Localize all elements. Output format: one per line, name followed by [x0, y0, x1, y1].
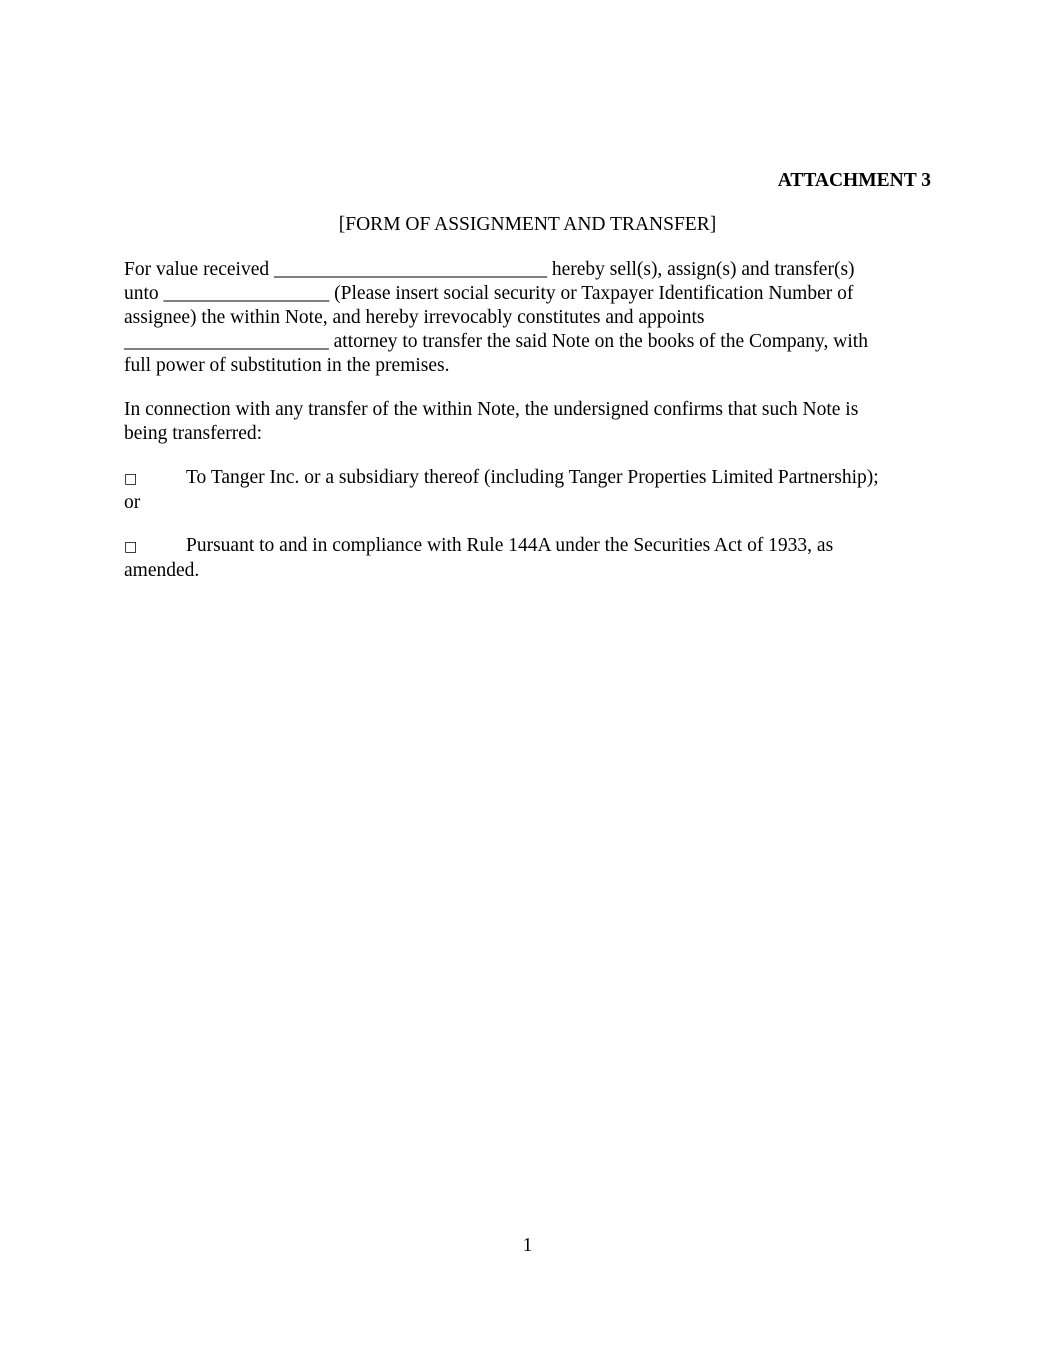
checkbox-icon[interactable]: □	[124, 471, 138, 487]
option-text: To Tanger Inc. or a subsidiary thereof (including Tanger Properties Limited Partnership);	[186, 467, 879, 488]
option-rule-144a	[124, 534, 934, 583]
page-number: 1	[522, 1235, 533, 1256]
option-subsidiary	[124, 466, 934, 515]
option-text-continued: or	[124, 492, 141, 513]
assignment-line: For value received ____________________________ hereby sell(s), assign(s) and transfer(s)	[124, 259, 855, 280]
assignment-line: unto _________________ (Please insert social security or Taxpayer Identification Number of	[124, 283, 854, 304]
transfer-line: In connection with any transfer of the within Note, the undersigned confirms that such Note is	[124, 399, 859, 420]
assignment-paragraph	[124, 258, 934, 378]
assignment-line: full power of substitution in the premises.	[124, 355, 450, 376]
option-text-continued: amended.	[124, 560, 200, 581]
assignment-line: _____________________ attorney to transfer the said Note on the books of the Company, with	[124, 331, 868, 352]
option-text: Pursuant to and in compliance with Rule 144A under the Securities Act of 1933, as	[186, 535, 834, 556]
form-title: [FORM OF ASSIGNMENT AND TRANSFER]	[338, 214, 717, 235]
assignment-line: assignee) the within Note, and hereby irrevocably constitutes and appoints	[124, 307, 705, 328]
transfer-paragraph	[124, 398, 934, 446]
checkbox-icon[interactable]: □	[124, 539, 138, 555]
transfer-line: being transferred:	[124, 423, 263, 444]
attachment-heading: ATTACHMENT 3	[777, 170, 931, 191]
